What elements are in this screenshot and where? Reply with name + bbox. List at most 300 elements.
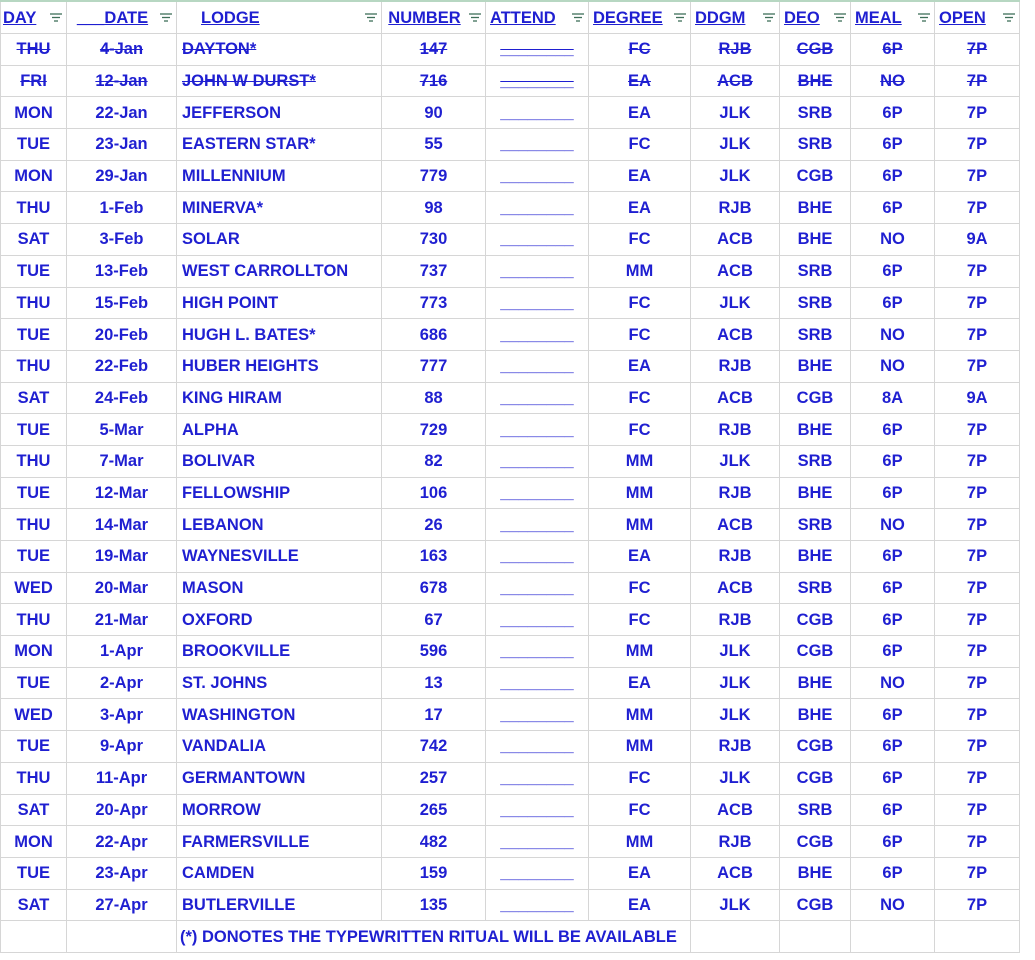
cell-meal[interactable] <box>851 857 935 889</box>
column-header-day[interactable] <box>1 1 67 34</box>
cell-degree[interactable] <box>589 445 691 477</box>
cell-day[interactable] <box>1 414 67 446</box>
cell-day[interactable] <box>1 192 67 224</box>
cell-attend[interactable] <box>486 667 589 699</box>
cell-meal[interactable] <box>851 667 935 699</box>
cell-lodge[interactable] <box>177 857 382 889</box>
cell-degree[interactable] <box>589 319 691 351</box>
cell-ddgm[interactable] <box>691 65 780 97</box>
cell-meal[interactable] <box>851 382 935 414</box>
cell-meal[interactable] <box>851 192 935 224</box>
cell-date[interactable] <box>67 509 177 541</box>
cell-ddgm[interactable] <box>691 445 780 477</box>
cell-meal[interactable] <box>851 604 935 636</box>
cell-open[interactable] <box>935 477 1020 509</box>
cell-date[interactable] <box>67 826 177 858</box>
cell-date[interactable] <box>67 255 177 287</box>
column-header-number[interactable] <box>382 1 486 34</box>
cell-date[interactable] <box>67 699 177 731</box>
cell-number[interactable] <box>382 889 486 921</box>
cell-day[interactable] <box>1 794 67 826</box>
cell-open[interactable] <box>935 445 1020 477</box>
cell-date[interactable] <box>67 731 177 763</box>
cell-open[interactable] <box>935 731 1020 763</box>
cell-number[interactable] <box>382 414 486 446</box>
cell-lodge[interactable] <box>177 224 382 256</box>
cell-day[interactable] <box>1 636 67 668</box>
cell-deo[interactable] <box>780 857 851 889</box>
filter-dropdown-icon[interactable] <box>50 13 62 22</box>
cell-number[interactable] <box>382 319 486 351</box>
cell-date[interactable] <box>67 65 177 97</box>
cell-date[interactable] <box>67 636 177 668</box>
cell-date[interactable] <box>67 794 177 826</box>
cell-attend[interactable] <box>486 794 589 826</box>
cell-open[interactable] <box>935 636 1020 668</box>
cell-day[interactable] <box>1 287 67 319</box>
cell-number[interactable] <box>382 541 486 573</box>
cell-open[interactable] <box>935 97 1020 129</box>
cell-deo[interactable] <box>780 160 851 192</box>
cell-day[interactable] <box>1 97 67 129</box>
cell-ddgm[interactable] <box>691 572 780 604</box>
cell-deo[interactable] <box>780 445 851 477</box>
cell-lodge[interactable] <box>177 826 382 858</box>
cell-ddgm[interactable] <box>691 889 780 921</box>
cell-lodge[interactable] <box>177 762 382 794</box>
cell-meal[interactable] <box>851 129 935 161</box>
cell-meal[interactable] <box>851 794 935 826</box>
column-header-attend[interactable] <box>486 1 589 34</box>
cell-date[interactable] <box>67 34 177 66</box>
cell-deo[interactable] <box>780 224 851 256</box>
cell-ddgm[interactable] <box>691 857 780 889</box>
cell-day[interactable] <box>1 477 67 509</box>
cell-deo[interactable] <box>780 541 851 573</box>
cell-meal[interactable] <box>851 477 935 509</box>
cell-open[interactable] <box>935 287 1020 319</box>
cell-date[interactable] <box>67 667 177 699</box>
empty-cell[interactable] <box>851 921 935 953</box>
cell-degree[interactable] <box>589 65 691 97</box>
cell-attend[interactable] <box>486 414 589 446</box>
cell-ddgm[interactable] <box>691 604 780 636</box>
cell-meal[interactable] <box>851 826 935 858</box>
cell-open[interactable] <box>935 604 1020 636</box>
cell-open[interactable] <box>935 350 1020 382</box>
cell-degree[interactable] <box>589 97 691 129</box>
cell-ddgm[interactable] <box>691 636 780 668</box>
cell-date[interactable] <box>67 224 177 256</box>
cell-attend[interactable] <box>486 224 589 256</box>
cell-date[interactable] <box>67 572 177 604</box>
cell-day[interactable] <box>1 129 67 161</box>
cell-attend[interactable] <box>486 509 589 541</box>
cell-day[interactable] <box>1 667 67 699</box>
cell-number[interactable] <box>382 445 486 477</box>
cell-deo[interactable] <box>780 477 851 509</box>
cell-number[interactable] <box>382 382 486 414</box>
filter-dropdown-icon[interactable] <box>572 13 584 22</box>
cell-open[interactable] <box>935 192 1020 224</box>
cell-deo[interactable] <box>780 826 851 858</box>
cell-attend[interactable] <box>486 97 589 129</box>
cell-degree[interactable] <box>589 414 691 446</box>
cell-day[interactable] <box>1 350 67 382</box>
column-header-meal[interactable] <box>851 1 935 34</box>
cell-ddgm[interactable] <box>691 794 780 826</box>
footnote-cell[interactable] <box>177 921 691 953</box>
filter-dropdown-icon[interactable] <box>365 13 377 22</box>
cell-number[interactable] <box>382 129 486 161</box>
cell-date[interactable] <box>67 477 177 509</box>
cell-ddgm[interactable] <box>691 731 780 763</box>
cell-date[interactable] <box>67 445 177 477</box>
cell-day[interactable] <box>1 572 67 604</box>
cell-ddgm[interactable] <box>691 34 780 66</box>
cell-open[interactable] <box>935 224 1020 256</box>
cell-open[interactable] <box>935 667 1020 699</box>
cell-open[interactable] <box>935 762 1020 794</box>
cell-degree[interactable] <box>589 572 691 604</box>
cell-degree[interactable] <box>589 34 691 66</box>
cell-day[interactable] <box>1 34 67 66</box>
cell-deo[interactable] <box>780 572 851 604</box>
cell-number[interactable] <box>382 350 486 382</box>
cell-degree[interactable] <box>589 255 691 287</box>
cell-open[interactable] <box>935 255 1020 287</box>
cell-date[interactable] <box>67 382 177 414</box>
cell-degree[interactable] <box>589 160 691 192</box>
cell-number[interactable] <box>382 826 486 858</box>
cell-meal[interactable] <box>851 731 935 763</box>
cell-date[interactable] <box>67 414 177 446</box>
cell-attend[interactable] <box>486 762 589 794</box>
cell-meal[interactable] <box>851 699 935 731</box>
cell-number[interactable] <box>382 604 486 636</box>
cell-number[interactable] <box>382 34 486 66</box>
cell-lodge[interactable] <box>177 667 382 699</box>
cell-meal[interactable] <box>851 414 935 446</box>
filter-dropdown-icon[interactable] <box>763 13 775 22</box>
column-header-deo[interactable] <box>780 1 851 34</box>
cell-attend[interactable] <box>486 699 589 731</box>
cell-ddgm[interactable] <box>691 382 780 414</box>
cell-deo[interactable] <box>780 382 851 414</box>
cell-attend[interactable] <box>486 350 589 382</box>
empty-cell[interactable] <box>935 921 1020 953</box>
cell-lodge[interactable] <box>177 255 382 287</box>
cell-lodge[interactable] <box>177 477 382 509</box>
cell-date[interactable] <box>67 287 177 319</box>
cell-date[interactable] <box>67 350 177 382</box>
cell-attend[interactable] <box>486 857 589 889</box>
cell-date[interactable] <box>67 97 177 129</box>
cell-ddgm[interactable] <box>691 667 780 699</box>
cell-open[interactable] <box>935 160 1020 192</box>
cell-open[interactable] <box>935 572 1020 604</box>
cell-deo[interactable] <box>780 762 851 794</box>
cell-lodge[interactable] <box>177 636 382 668</box>
cell-deo[interactable] <box>780 699 851 731</box>
cell-attend[interactable] <box>486 160 589 192</box>
filter-dropdown-icon[interactable] <box>834 13 846 22</box>
cell-degree[interactable] <box>589 762 691 794</box>
cell-date[interactable] <box>67 129 177 161</box>
cell-date[interactable] <box>67 857 177 889</box>
cell-attend[interactable] <box>486 541 589 573</box>
cell-deo[interactable] <box>780 350 851 382</box>
cell-deo[interactable] <box>780 34 851 66</box>
column-header-degree[interactable] <box>589 1 691 34</box>
cell-meal[interactable] <box>851 160 935 192</box>
cell-ddgm[interactable] <box>691 160 780 192</box>
cell-meal[interactable] <box>851 445 935 477</box>
cell-number[interactable] <box>382 731 486 763</box>
cell-number[interactable] <box>382 509 486 541</box>
cell-number[interactable] <box>382 794 486 826</box>
cell-deo[interactable] <box>780 604 851 636</box>
cell-meal[interactable] <box>851 34 935 66</box>
cell-attend[interactable] <box>486 255 589 287</box>
cell-number[interactable] <box>382 192 486 224</box>
cell-number[interactable] <box>382 667 486 699</box>
column-header-lodge[interactable] <box>177 1 382 34</box>
cell-attend[interactable] <box>486 34 589 66</box>
cell-meal[interactable] <box>851 541 935 573</box>
cell-day[interactable] <box>1 445 67 477</box>
cell-degree[interactable] <box>589 794 691 826</box>
cell-lodge[interactable] <box>177 160 382 192</box>
cell-attend[interactable] <box>486 287 589 319</box>
cell-number[interactable] <box>382 97 486 129</box>
cell-lodge[interactable] <box>177 794 382 826</box>
cell-open[interactable] <box>935 382 1020 414</box>
cell-ddgm[interactable] <box>691 224 780 256</box>
cell-lodge[interactable] <box>177 129 382 161</box>
cell-lodge[interactable] <box>177 889 382 921</box>
cell-lodge[interactable] <box>177 65 382 97</box>
cell-attend[interactable] <box>486 477 589 509</box>
cell-day[interactable] <box>1 857 67 889</box>
cell-lodge[interactable] <box>177 731 382 763</box>
cell-day[interactable] <box>1 65 67 97</box>
cell-day[interactable] <box>1 382 67 414</box>
cell-day[interactable] <box>1 541 67 573</box>
cell-attend[interactable] <box>486 129 589 161</box>
cell-degree[interactable] <box>589 826 691 858</box>
cell-number[interactable] <box>382 224 486 256</box>
cell-number[interactable] <box>382 572 486 604</box>
column-header-ddgm[interactable] <box>691 1 780 34</box>
cell-ddgm[interactable] <box>691 129 780 161</box>
cell-lodge[interactable] <box>177 699 382 731</box>
cell-ddgm[interactable] <box>691 762 780 794</box>
cell-degree[interactable] <box>589 509 691 541</box>
cell-ddgm[interactable] <box>691 255 780 287</box>
cell-day[interactable] <box>1 731 67 763</box>
cell-deo[interactable] <box>780 97 851 129</box>
cell-meal[interactable] <box>851 509 935 541</box>
cell-number[interactable] <box>382 477 486 509</box>
cell-meal[interactable] <box>851 889 935 921</box>
cell-ddgm[interactable] <box>691 414 780 446</box>
cell-attend[interactable] <box>486 382 589 414</box>
cell-number[interactable] <box>382 636 486 668</box>
cell-deo[interactable] <box>780 192 851 224</box>
cell-day[interactable] <box>1 255 67 287</box>
cell-lodge[interactable] <box>177 382 382 414</box>
empty-cell[interactable] <box>780 921 851 953</box>
empty-cell[interactable] <box>1 921 67 953</box>
cell-degree[interactable] <box>589 129 691 161</box>
cell-open[interactable] <box>935 794 1020 826</box>
cell-lodge[interactable] <box>177 350 382 382</box>
empty-cell[interactable] <box>691 921 780 953</box>
cell-open[interactable] <box>935 129 1020 161</box>
cell-degree[interactable] <box>589 604 691 636</box>
cell-attend[interactable] <box>486 319 589 351</box>
cell-deo[interactable] <box>780 287 851 319</box>
cell-attend[interactable] <box>486 826 589 858</box>
cell-deo[interactable] <box>780 414 851 446</box>
cell-ddgm[interactable] <box>691 826 780 858</box>
filter-dropdown-icon[interactable] <box>918 13 930 22</box>
cell-date[interactable] <box>67 160 177 192</box>
cell-ddgm[interactable] <box>691 192 780 224</box>
cell-deo[interactable] <box>780 65 851 97</box>
cell-degree[interactable] <box>589 636 691 668</box>
cell-meal[interactable] <box>851 319 935 351</box>
cell-deo[interactable] <box>780 636 851 668</box>
cell-number[interactable] <box>382 65 486 97</box>
cell-degree[interactable] <box>589 667 691 699</box>
cell-deo[interactable] <box>780 731 851 763</box>
cell-attend[interactable] <box>486 445 589 477</box>
cell-date[interactable] <box>67 604 177 636</box>
cell-number[interactable] <box>382 857 486 889</box>
cell-open[interactable] <box>935 857 1020 889</box>
cell-lodge[interactable] <box>177 34 382 66</box>
cell-lodge[interactable] <box>177 572 382 604</box>
cell-attend[interactable] <box>486 889 589 921</box>
column-header-open[interactable] <box>935 1 1020 34</box>
cell-meal[interactable] <box>851 287 935 319</box>
cell-meal[interactable] <box>851 572 935 604</box>
cell-attend[interactable] <box>486 65 589 97</box>
cell-open[interactable] <box>935 889 1020 921</box>
cell-lodge[interactable] <box>177 541 382 573</box>
cell-attend[interactable] <box>486 192 589 224</box>
cell-day[interactable] <box>1 762 67 794</box>
cell-attend[interactable] <box>486 572 589 604</box>
cell-number[interactable] <box>382 160 486 192</box>
cell-day[interactable] <box>1 224 67 256</box>
cell-deo[interactable] <box>780 129 851 161</box>
cell-meal[interactable] <box>851 65 935 97</box>
cell-date[interactable] <box>67 319 177 351</box>
cell-deo[interactable] <box>780 889 851 921</box>
cell-degree[interactable] <box>589 224 691 256</box>
cell-degree[interactable] <box>589 699 691 731</box>
cell-number[interactable] <box>382 699 486 731</box>
cell-degree[interactable] <box>589 857 691 889</box>
cell-ddgm[interactable] <box>691 319 780 351</box>
cell-date[interactable] <box>67 192 177 224</box>
cell-ddgm[interactable] <box>691 350 780 382</box>
cell-number[interactable] <box>382 762 486 794</box>
filter-dropdown-icon[interactable] <box>674 13 686 22</box>
cell-ddgm[interactable] <box>691 287 780 319</box>
cell-ddgm[interactable] <box>691 541 780 573</box>
cell-date[interactable] <box>67 541 177 573</box>
cell-deo[interactable] <box>780 667 851 699</box>
cell-meal[interactable] <box>851 224 935 256</box>
cell-attend[interactable] <box>486 636 589 668</box>
cell-meal[interactable] <box>851 762 935 794</box>
cell-open[interactable] <box>935 34 1020 66</box>
cell-lodge[interactable] <box>177 97 382 129</box>
cell-meal[interactable] <box>851 255 935 287</box>
cell-degree[interactable] <box>589 731 691 763</box>
cell-degree[interactable] <box>589 541 691 573</box>
filter-dropdown-icon[interactable] <box>1003 13 1015 22</box>
cell-lodge[interactable] <box>177 287 382 319</box>
cell-degree[interactable] <box>589 350 691 382</box>
cell-day[interactable] <box>1 889 67 921</box>
cell-day[interactable] <box>1 826 67 858</box>
cell-day[interactable] <box>1 604 67 636</box>
filter-dropdown-icon[interactable] <box>160 13 172 22</box>
cell-open[interactable] <box>935 319 1020 351</box>
column-header-date[interactable] <box>67 1 177 34</box>
cell-deo[interactable] <box>780 794 851 826</box>
cell-day[interactable] <box>1 319 67 351</box>
cell-deo[interactable] <box>780 319 851 351</box>
cell-date[interactable] <box>67 762 177 794</box>
cell-open[interactable] <box>935 414 1020 446</box>
cell-deo[interactable] <box>780 255 851 287</box>
cell-number[interactable] <box>382 287 486 319</box>
empty-cell[interactable] <box>67 921 177 953</box>
cell-day[interactable] <box>1 160 67 192</box>
cell-deo[interactable] <box>780 509 851 541</box>
cell-ddgm[interactable] <box>691 509 780 541</box>
cell-ddgm[interactable] <box>691 97 780 129</box>
cell-attend[interactable] <box>486 731 589 763</box>
cell-degree[interactable] <box>589 889 691 921</box>
cell-open[interactable] <box>935 826 1020 858</box>
cell-lodge[interactable] <box>177 604 382 636</box>
filter-dropdown-icon[interactable] <box>469 13 481 22</box>
cell-ddgm[interactable] <box>691 477 780 509</box>
cell-meal[interactable] <box>851 350 935 382</box>
cell-degree[interactable] <box>589 287 691 319</box>
cell-lodge[interactable] <box>177 414 382 446</box>
cell-degree[interactable] <box>589 477 691 509</box>
cell-lodge[interactable] <box>177 509 382 541</box>
cell-day[interactable] <box>1 509 67 541</box>
cell-attend[interactable] <box>486 604 589 636</box>
cell-open[interactable] <box>935 65 1020 97</box>
cell-lodge[interactable] <box>177 192 382 224</box>
cell-open[interactable] <box>935 509 1020 541</box>
cell-lodge[interactable] <box>177 445 382 477</box>
cell-open[interactable] <box>935 699 1020 731</box>
cell-degree[interactable] <box>589 382 691 414</box>
cell-meal[interactable] <box>851 636 935 668</box>
cell-number[interactable] <box>382 255 486 287</box>
